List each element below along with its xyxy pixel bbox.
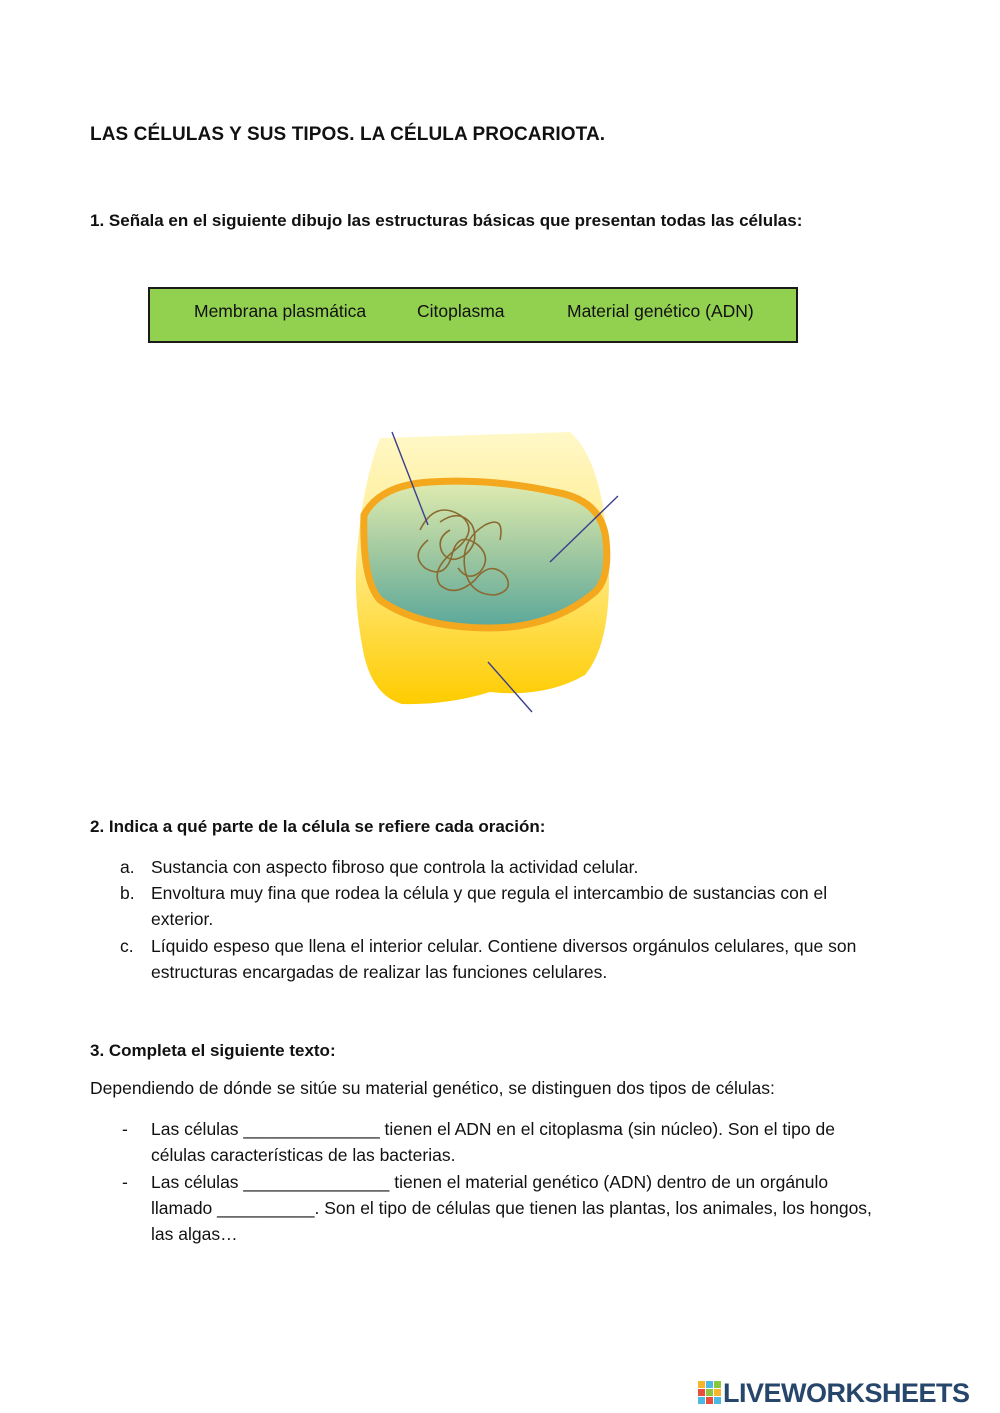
- logo-icon: [697, 1380, 723, 1406]
- page-title: LAS CÉLULAS Y SUS TIPOS. LA CÉLULA PROCARIOTA.: [90, 124, 606, 145]
- fill-blank-sentence[interactable]: llamado __________. Son el tipo de células que tienen las plantas, los animales, los hongos,: [151, 1198, 872, 1218]
- word-material-genetico[interactable]: Material genético (ADN): [567, 301, 754, 321]
- question-3-intro: Dependiendo de dónde se sitúe su material genético, se distinguen dos tipos de células:: [90, 1078, 775, 1098]
- logo-text: LIVEWORKSHEETS: [723, 1377, 970, 1408]
- cell-diagram: [340, 430, 630, 720]
- question-3-heading: 3. Completa el siguiente texto:: [90, 1041, 336, 1060]
- word-membrana[interactable]: Membrana plasmática: [194, 301, 367, 321]
- fill-blank-sentence[interactable]: Las células ______________ tienen el ADN en el citoplasma (sin núcleo). Son el tipo de: [151, 1119, 835, 1139]
- question-2-heading: 2. Indica a qué parte de la célula se refiere cada oración:: [90, 817, 546, 836]
- word-citoplasma[interactable]: Citoplasma: [417, 301, 505, 321]
- liveworksheets-logo[interactable]: [697, 1378, 970, 1408]
- word-bank: [148, 287, 798, 343]
- fill-blank-sentence[interactable]: Las células _______________ tienen el material genético (ADN) dentro de un orgánulo: [151, 1172, 829, 1192]
- question-1-heading: 1. Señala en el siguiente dibujo las estructuras básicas que presentan todas las células:: [90, 211, 803, 230]
